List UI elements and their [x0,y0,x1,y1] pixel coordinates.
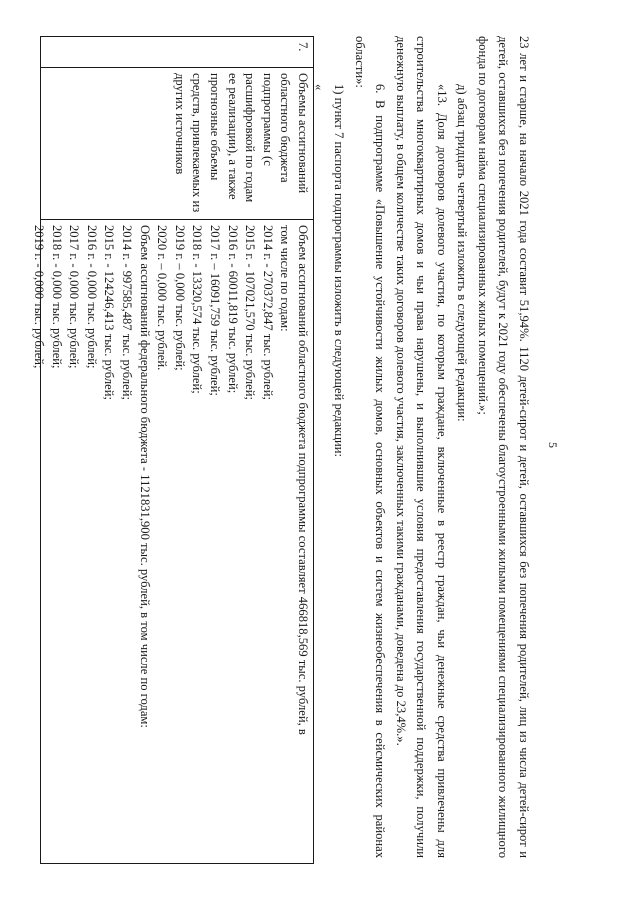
row-label [168,68,313,219]
text-line: Объем ассигнований областного бюджета подпрограммы составляет 466818,569 тыс. рублей, в [296,225,310,735]
text-line: 2019 г. – 0,000 тыс. рублей; [172,225,187,371]
paragraph: 23 лет и старше, на начало 2021 года составит 51,94%. 1120 детей-сирот и детей, оставшихся без попечения родителей, лиц из числа детей-сирот и детей, оставшихся без попечения родителей, будут к 2021 году обеспечены благоустроенными жилыми помещениями специализированного жилищного фонда по договорам найма специализированных жилых помещений.»; [476,36,531,858]
text-line: 2018 г. - 13320,574 тыс. рублей; [190,225,205,394]
text-line: 2016 г. - 60011,819 тыс. рублей; [225,225,240,394]
text-line: 2017 г. – 16091,759 тыс. рублей; [208,225,223,396]
text-line: 2019 г. - 0,000 тыс. рублей; [32,225,47,369]
text-line: других источников [172,73,187,175]
page-number: 5 [546,442,560,448]
text-line: средств, привлекаемых из [190,73,205,213]
paragraph: «13. Доля договоров долевого участия, по которым граждане, включенные в реестр граждан, чьи денежные средства привлечены для строительства многоквартирных домов и чьи права нарушены, и выполнившие условия предоставления государственной поддержки, получили денежную выплату, в общем количестве таких договоров долевого участия, заключенных такими гражданами, доведена до 23,4%.». [394,36,449,858]
text-line: том числе по годам: [278,225,293,332]
text-line: расшифровкой по годам [243,73,258,203]
text-line: Объем ассигнований федерального бюджета - 1121831,900 тыс. рублей, в том числе по годам: [137,225,152,728]
paragraph: 1) пункт 7 паспорта подпрограммы изложить в следующей редакции: [332,84,347,458]
text-line: прогнозные объемы [208,73,223,181]
text-line: 2014 г. - 997585,487 тыс. рублей; [120,225,135,401]
text-line: 2016 г. - 0,000 тыс. рублей; [84,225,99,369]
row-content [28,220,314,863]
text-line: 2014 г. - 270372,847 тыс. рублей; [260,225,275,401]
paragraph: 6. В подпрограмме «Повышение устойчивости жилых домов, основных объектов и систем жизнеобеспечения в сейсмических районах области»: [353,36,388,858]
text-line: областного бюджета [278,73,293,183]
text-line: 2020 г. – 0,000 тыс. рублей. [155,225,170,371]
text-line: 2015 г. - 124246,413 тыс. рублей; [102,225,117,401]
table-cell-content [32,220,313,863]
paragraph: « [312,84,326,91]
table-cell-label [41,68,313,220]
paragraph: д) абзац тридцать четвертый изложить в следующей редакции: [455,84,470,422]
document-body [309,36,535,858]
passport-table [32,36,314,864]
text-line: 2018 г. - 0,000 тыс. рублей; [49,225,64,369]
text-line: 2017 г. - 0,000 тыс. рублей; [67,225,82,369]
text-line: 2015 г. - 107021,570 тыс. рублей; [243,225,258,401]
table-cell-number [41,37,313,68]
row-number: 7. [296,42,310,52]
text-line: ее реализации), а также [225,73,240,200]
text-line: подпрограммы (с [260,73,275,166]
text-line: Объемы ассигнований [296,73,310,194]
